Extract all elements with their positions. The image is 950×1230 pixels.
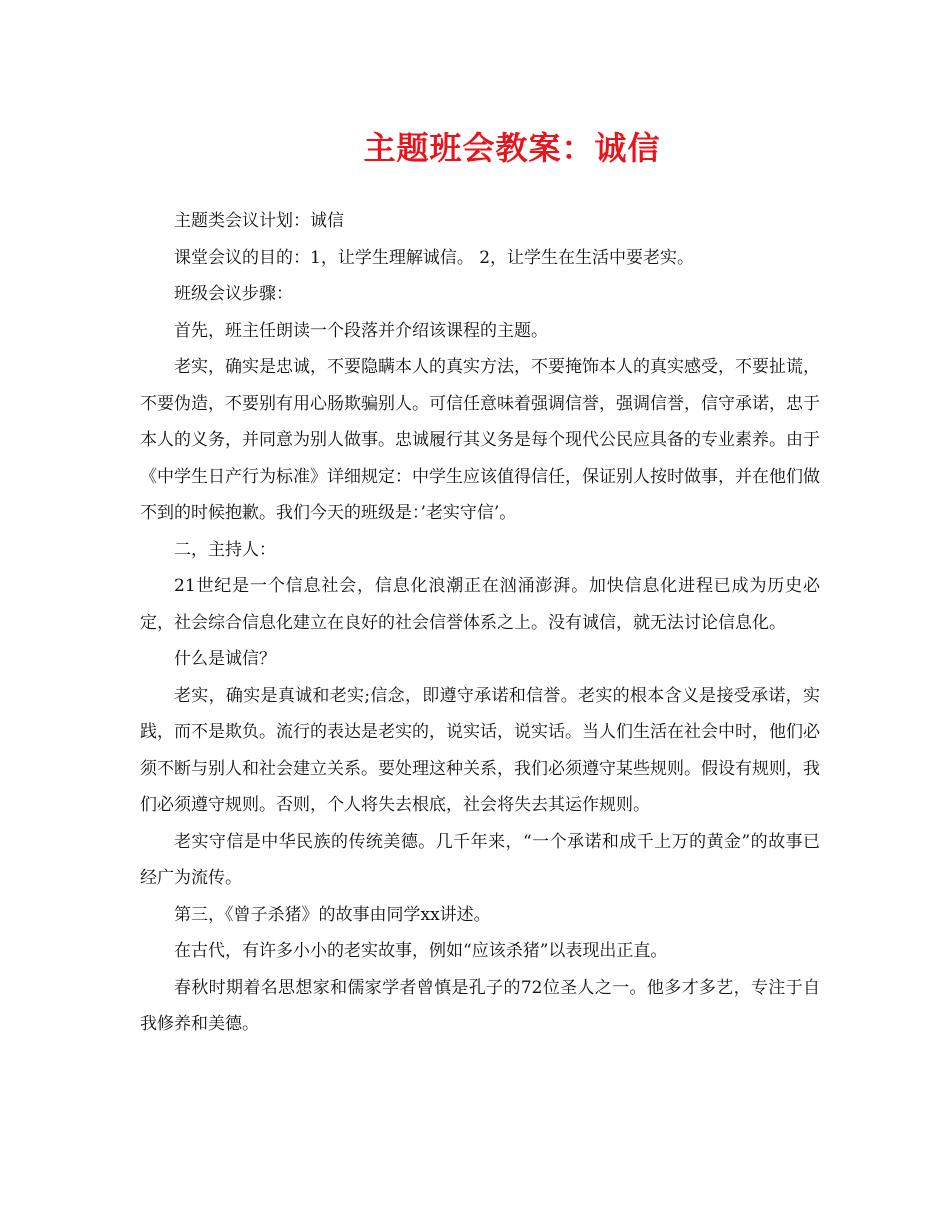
paragraph-information-society: 21世纪是一个信息社会，信息化浪潮正在汹涌澎湃。加快信息化进程已成为历史必定，社会综合信息化建立在良好的社会信誉体系之上。没有诚信，就无法讨论信息化。 bbox=[140, 576, 820, 633]
paragraph-what-is-integrity: 什么是诚信？ bbox=[174, 649, 276, 669]
document-title: 主题班会教案：诚信 bbox=[363, 129, 661, 167]
paragraph-step-three: 第三，《曾子杀猪》的故事由同学xx讲述。 bbox=[174, 904, 491, 925]
paragraph-traditional-virtue: 老实守信是中华民族的传统美德。几千年来，“一个承诺和成千上万的黄金”的故事已经广为流传。 bbox=[140, 831, 820, 888]
paragraph-steps-heading: 班级会议步骤： bbox=[174, 284, 293, 304]
paragraph-zengzi: 春秋时期着名思想家和儒家学者曾慎是孔子的72位圣人之一。他多才多艺，专注于自我修养和美德。 bbox=[140, 977, 820, 1034]
paragraph-step-one: 首先，班主任朗读一个段落并介绍该课程的主题。 bbox=[174, 320, 548, 341]
paragraph-host-heading: 二，主持人： bbox=[174, 539, 276, 560]
paragraph-purpose: 课堂会议的目的：1，让学生理解诚信。 2，让学生在生活中要老实。 bbox=[174, 247, 695, 268]
document-body bbox=[140, 203, 820, 1043]
paragraph-plan: 主题类会议计划：诚信 bbox=[174, 211, 344, 231]
paragraph-honesty-definition: 老实，确实是忠诚，不要隐瞒本人的真实方法，不要掩饰本人的真实感受，不要扯谎，不要伪造，不要别有用心肠欺骗别人。可信任意味着强调信誉，强调信誉，信守承诺，忠于本人的义务，并同意为别人做事。忠诚履行其义务是每个现代公民应具备的专业素养。由于《中学生日产行为标准》详细规定：中学生应该值得信任，保证别人按时做事，并在他们做不到的时候抱歉。我们今天的班级是：’老实守信’。 bbox=[140, 357, 820, 523]
paragraph-ancient-stories: 在古代，有许多小小的老实故事，例如“应该杀猪”以表现出正直。 bbox=[174, 941, 668, 961]
paragraph-integrity-meaning: 老实，确实是真诚和老实;信念，即遵守承诺和信誉。老实的根本含义是接受承诺，实践，而不是欺负。流行的表达是老实的，说实话，说实话。当人们生活在社会中时，他们必须不断与别人和社会建立关系。要处理这种关系，我们必须遵守某些规则。假设有规则，我们必须遵守规则。否则，个人将失去根底，社会将失去其运作规则。 bbox=[140, 685, 820, 815]
